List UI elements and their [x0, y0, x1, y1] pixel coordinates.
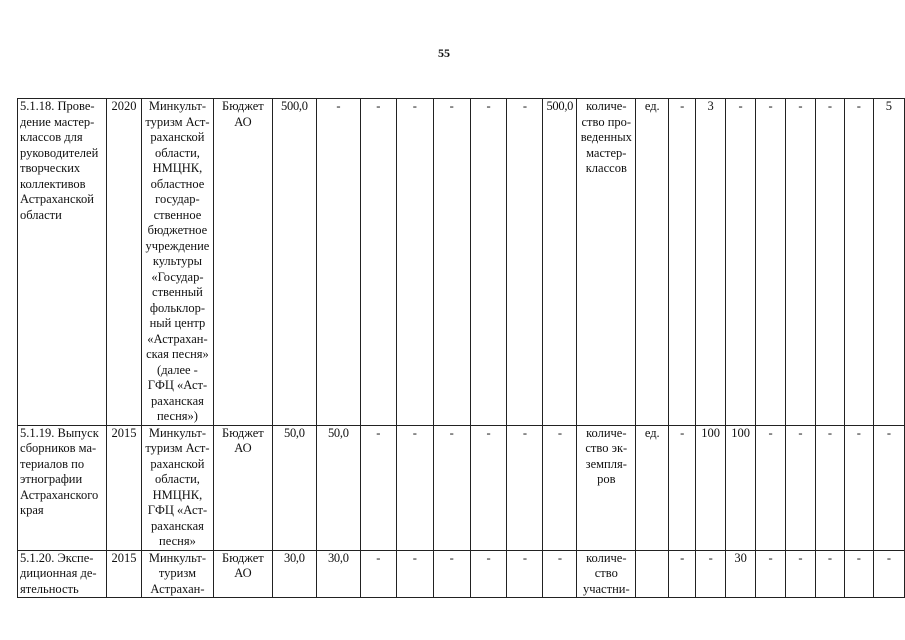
funding-year-cell: -: [507, 550, 543, 598]
funding-year-cell: -: [433, 550, 470, 598]
indicator-value-cell: -: [669, 425, 696, 550]
program-table: [17, 98, 905, 598]
indicator-value-cell: -: [844, 550, 873, 598]
funding-source-cell: Бюджет АО: [213, 99, 272, 426]
indicator-value-cell: 100: [726, 425, 756, 550]
indicator-value-cell: -: [844, 425, 873, 550]
funding-year-cell: -: [470, 425, 507, 550]
funding-year-cell: -: [433, 425, 470, 550]
funding-source-cell: Бюджет АО: [213, 550, 272, 598]
funding-year-cell: -: [543, 550, 577, 598]
year-cell: 2015: [106, 425, 141, 550]
funding-year-cell: -: [543, 425, 577, 550]
indicator-value-cell: -: [756, 99, 786, 426]
indicator-value-cell: -: [786, 550, 816, 598]
funding-year-cell: -: [433, 99, 470, 426]
indicator-value-cell: -: [815, 425, 844, 550]
funding-source-cell: Бюджет АО: [213, 425, 272, 550]
indicator-value-cell: -: [873, 550, 904, 598]
unit-cell: [636, 550, 669, 598]
indicator-value-cell: -: [669, 550, 696, 598]
year-cell: 2020: [106, 99, 141, 426]
funding-total-cell: 30,0: [272, 550, 316, 598]
indicator-value-cell: -: [696, 550, 726, 598]
funding-year-cell: -: [360, 425, 396, 550]
funding-total-cell: 500,0: [272, 99, 316, 426]
measure-name-cell: 5.1.18. Прове- дение мастер- классов для руководителей творческих коллективов Астраханской области: [18, 99, 107, 426]
unit-cell: ед.: [636, 425, 669, 550]
measure-name-cell: 5.1.20. Экспе- диционная де- ятельность: [18, 550, 107, 598]
indicator-cell: количе- ство участни-: [577, 550, 636, 598]
indicator-value-cell: -: [669, 99, 696, 426]
indicator-value-cell: -: [844, 99, 873, 426]
funding-year-cell: -: [360, 99, 396, 426]
funding-year-cell: 50,0: [316, 425, 360, 550]
indicator-value-cell: 30: [726, 550, 756, 598]
executor-cell: Минкульт- туризм Аст- раханской области, НМЦНК, ГФЦ «Аст- раханская песня»: [141, 425, 213, 550]
funding-year-cell: -: [396, 550, 433, 598]
funding-year-cell: -: [507, 425, 543, 550]
funding-year-cell: -: [507, 99, 543, 426]
funding-year-cell: -: [316, 99, 360, 426]
funding-total-cell: 50,0: [272, 425, 316, 550]
indicator-value-cell: -: [726, 99, 756, 426]
funding-year-cell: -: [470, 99, 507, 426]
table-row: [18, 425, 905, 550]
indicator-value-cell: 3: [696, 99, 726, 426]
indicator-value-cell: -: [815, 550, 844, 598]
indicator-value-cell: 5: [873, 99, 904, 426]
funding-year-cell: -: [470, 550, 507, 598]
indicator-value-cell: -: [815, 99, 844, 426]
indicator-value-cell: -: [786, 99, 816, 426]
indicator-value-cell: 100: [696, 425, 726, 550]
page-number: 55: [438, 46, 450, 60]
table-row: [18, 99, 905, 426]
funding-year-cell: -: [360, 550, 396, 598]
measure-name-cell: 5.1.19. Выпуск сборников ма- териалов по этнографии Астраханского края: [18, 425, 107, 550]
executor-cell: Минкульт- туризм Астрахан-: [141, 550, 213, 598]
unit-cell: ед.: [636, 99, 669, 426]
indicator-value-cell: -: [756, 550, 786, 598]
indicator-value-cell: -: [756, 425, 786, 550]
funding-year-cell: -: [396, 99, 433, 426]
year-cell: 2015: [106, 550, 141, 598]
funding-year-cell: 30,0: [316, 550, 360, 598]
indicator-value-cell: -: [786, 425, 816, 550]
indicator-value-cell: -: [873, 425, 904, 550]
table-row: [18, 550, 905, 598]
funding-year-cell: 500,0: [543, 99, 577, 426]
indicator-cell: количе- ство эк- земпля- ров: [577, 425, 636, 550]
indicator-cell: количе- ство про- веденных мастер- классов: [577, 99, 636, 426]
funding-year-cell: -: [396, 425, 433, 550]
executor-cell: Минкульт- туризм Аст- раханской области, НМЦНК, областное государ- ственное бюджетное учреждение культуры «Государ- ственный фольклор- ный центр «Астрахан- ская песня» (далее - ГФЦ «Аст- раханская песня»): [141, 99, 213, 426]
